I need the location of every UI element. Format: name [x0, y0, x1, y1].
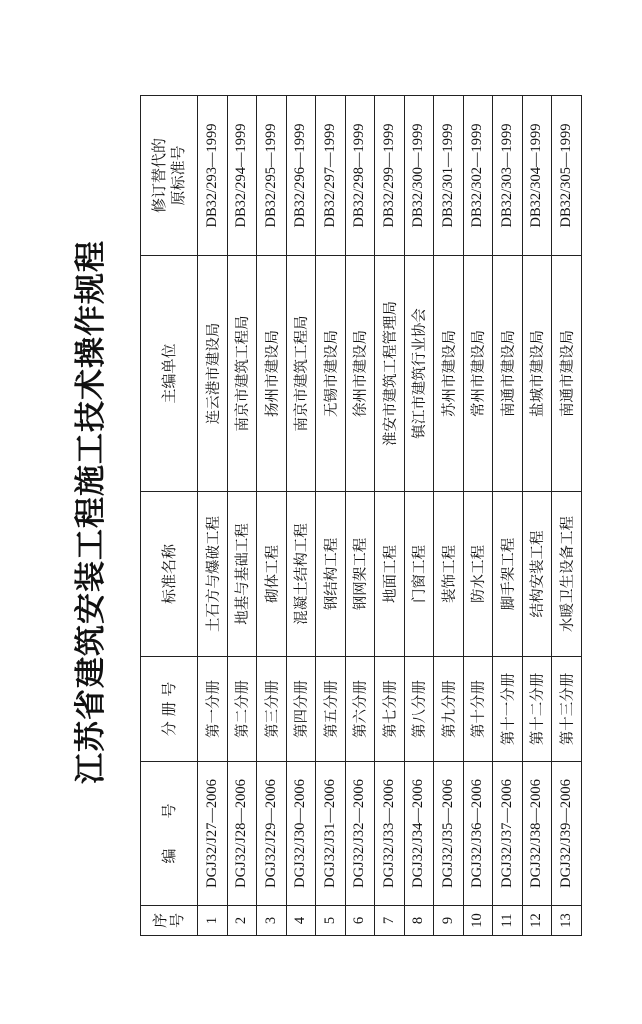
header-seq: 序号	[141, 906, 198, 936]
cell-code: DGJ32/J38—2006	[522, 762, 552, 906]
cell-volume: 第十一分册	[493, 657, 523, 762]
table-row	[286, 96, 316, 936]
cell-name: 防水工程	[463, 492, 493, 657]
cell-seq: 12	[522, 906, 552, 936]
document-title: 江苏省建筑安装工程施工技术操作规程	[73, 240, 109, 784]
standards-table	[140, 95, 582, 936]
cell-name: 地面工程	[375, 492, 405, 657]
table-header-row	[141, 96, 198, 936]
cell-replaced: DB32/299—1999	[375, 96, 405, 256]
cell-seq: 4	[286, 906, 316, 936]
cell-name: 混凝土结构工程	[286, 492, 316, 657]
cell-code: DGJ32/J36—2006	[463, 762, 493, 906]
cell-volume: 第一分册	[198, 657, 228, 762]
cell-name: 钢网架工程	[345, 492, 375, 657]
cell-seq: 10	[463, 906, 493, 936]
table-row	[552, 96, 582, 936]
cell-unit: 盐城市建设局	[522, 256, 552, 492]
cell-code: DGJ32/J39—2006	[552, 762, 582, 906]
cell-unit: 无锡市建设局	[316, 256, 346, 492]
cell-code: DGJ32/J32—2006	[345, 762, 375, 906]
table-row	[198, 96, 228, 936]
header-volume: 分 册 号	[141, 657, 198, 762]
cell-seq: 9	[434, 906, 464, 936]
rotated-page	[61, 72, 581, 952]
header-replaced	[141, 96, 198, 256]
table-row	[257, 96, 287, 936]
cell-volume: 第十分册	[463, 657, 493, 762]
table-row	[404, 96, 434, 936]
cell-replaced: DB32/302—1999	[463, 96, 493, 256]
cell-volume: 第四分册	[286, 657, 316, 762]
cell-replaced: DB32/305—1999	[552, 96, 582, 256]
header-code: 编 号	[141, 762, 198, 906]
cell-seq: 13	[552, 906, 582, 936]
cell-unit: 南通市建设局	[552, 256, 582, 492]
cell-unit: 连云港市建设局	[198, 256, 228, 492]
table-row	[463, 96, 493, 936]
cell-code: DGJ32/J34—2006	[404, 762, 434, 906]
cell-code: DGJ32/J35—2006	[434, 762, 464, 906]
cell-code: DGJ32/J28—2006	[227, 762, 257, 906]
table-row	[493, 96, 523, 936]
cell-volume: 第十二分册	[522, 657, 552, 762]
table-row	[522, 96, 552, 936]
cell-replaced: DB32/304—1999	[522, 96, 552, 256]
cell-replaced: DB32/295—1999	[257, 96, 287, 256]
cell-replaced: DB32/301—1999	[434, 96, 464, 256]
cell-code: DGJ32/J33—2006	[375, 762, 405, 906]
cell-seq: 1	[198, 906, 228, 936]
cell-unit: 南京市建筑工程局	[227, 256, 257, 492]
cell-code: DGJ32/J37—2006	[493, 762, 523, 906]
table-row	[375, 96, 405, 936]
cell-unit: 南京市建筑工程局	[286, 256, 316, 492]
cell-name: 脚手架工程	[493, 492, 523, 657]
cell-replaced: DB32/303—1999	[493, 96, 523, 256]
cell-code: DGJ32/J31—2006	[316, 762, 346, 906]
cell-unit: 南通市建设局	[493, 256, 523, 492]
cell-name: 水暖卫生设备工程	[552, 492, 582, 657]
cell-name: 地基与基础工程	[227, 492, 257, 657]
cell-volume: 第五分册	[316, 657, 346, 762]
cell-name: 结构安装工程	[522, 492, 552, 657]
cell-seq: 11	[493, 906, 523, 936]
cell-replaced: DB32/296—1999	[286, 96, 316, 256]
cell-volume: 第六分册	[345, 657, 375, 762]
cell-replaced: DB32/300—1999	[404, 96, 434, 256]
cell-code: DGJ32/J29—2006	[257, 762, 287, 906]
cell-unit: 淮安市建筑工程管理局	[375, 256, 405, 492]
cell-code: DGJ32/J30—2006	[286, 762, 316, 906]
table-row	[434, 96, 464, 936]
header-replaced-line2: 原标准号	[169, 145, 187, 206]
cell-unit: 常州市建设局	[463, 256, 493, 492]
cell-code: DGJ32/J27—2006	[198, 762, 228, 906]
cell-replaced: DB32/297—1999	[316, 96, 346, 256]
cell-volume: 第八分册	[404, 657, 434, 762]
header-name: 标准名称	[141, 492, 198, 657]
table-row	[227, 96, 257, 936]
cell-seq: 2	[227, 906, 257, 936]
cell-replaced: DB32/298—1999	[345, 96, 375, 256]
cell-name: 砌体工程	[257, 492, 287, 657]
cell-name: 土石方与爆破工程	[198, 492, 228, 657]
header-replaced-line1: 修订替代的	[150, 138, 168, 214]
cell-name: 钢结构工程	[316, 492, 346, 657]
cell-volume: 第九分册	[434, 657, 464, 762]
cell-seq: 6	[345, 906, 375, 936]
cell-unit: 镇江市建筑行业协会	[404, 256, 434, 492]
cell-seq: 5	[316, 906, 346, 936]
cell-unit: 扬州市建设局	[257, 256, 287, 492]
cell-volume: 第七分册	[375, 657, 405, 762]
cell-volume: 第十三分册	[552, 657, 582, 762]
cell-volume: 第二分册	[227, 657, 257, 762]
header-unit: 主编单位	[141, 256, 198, 492]
cell-unit: 苏州市建设局	[434, 256, 464, 492]
cell-volume: 第三分册	[257, 657, 287, 762]
cell-unit: 徐州市建设局	[345, 256, 375, 492]
cell-name: 门窗工程	[404, 492, 434, 657]
cell-name: 装饰工程	[434, 492, 464, 657]
cell-seq: 8	[404, 906, 434, 936]
cell-seq: 7	[375, 906, 405, 936]
cell-seq: 3	[257, 906, 287, 936]
cell-replaced: DB32/294—1999	[227, 96, 257, 256]
table-row	[345, 96, 375, 936]
cell-replaced: DB32/293—1999	[198, 96, 228, 256]
table-row	[316, 96, 346, 936]
